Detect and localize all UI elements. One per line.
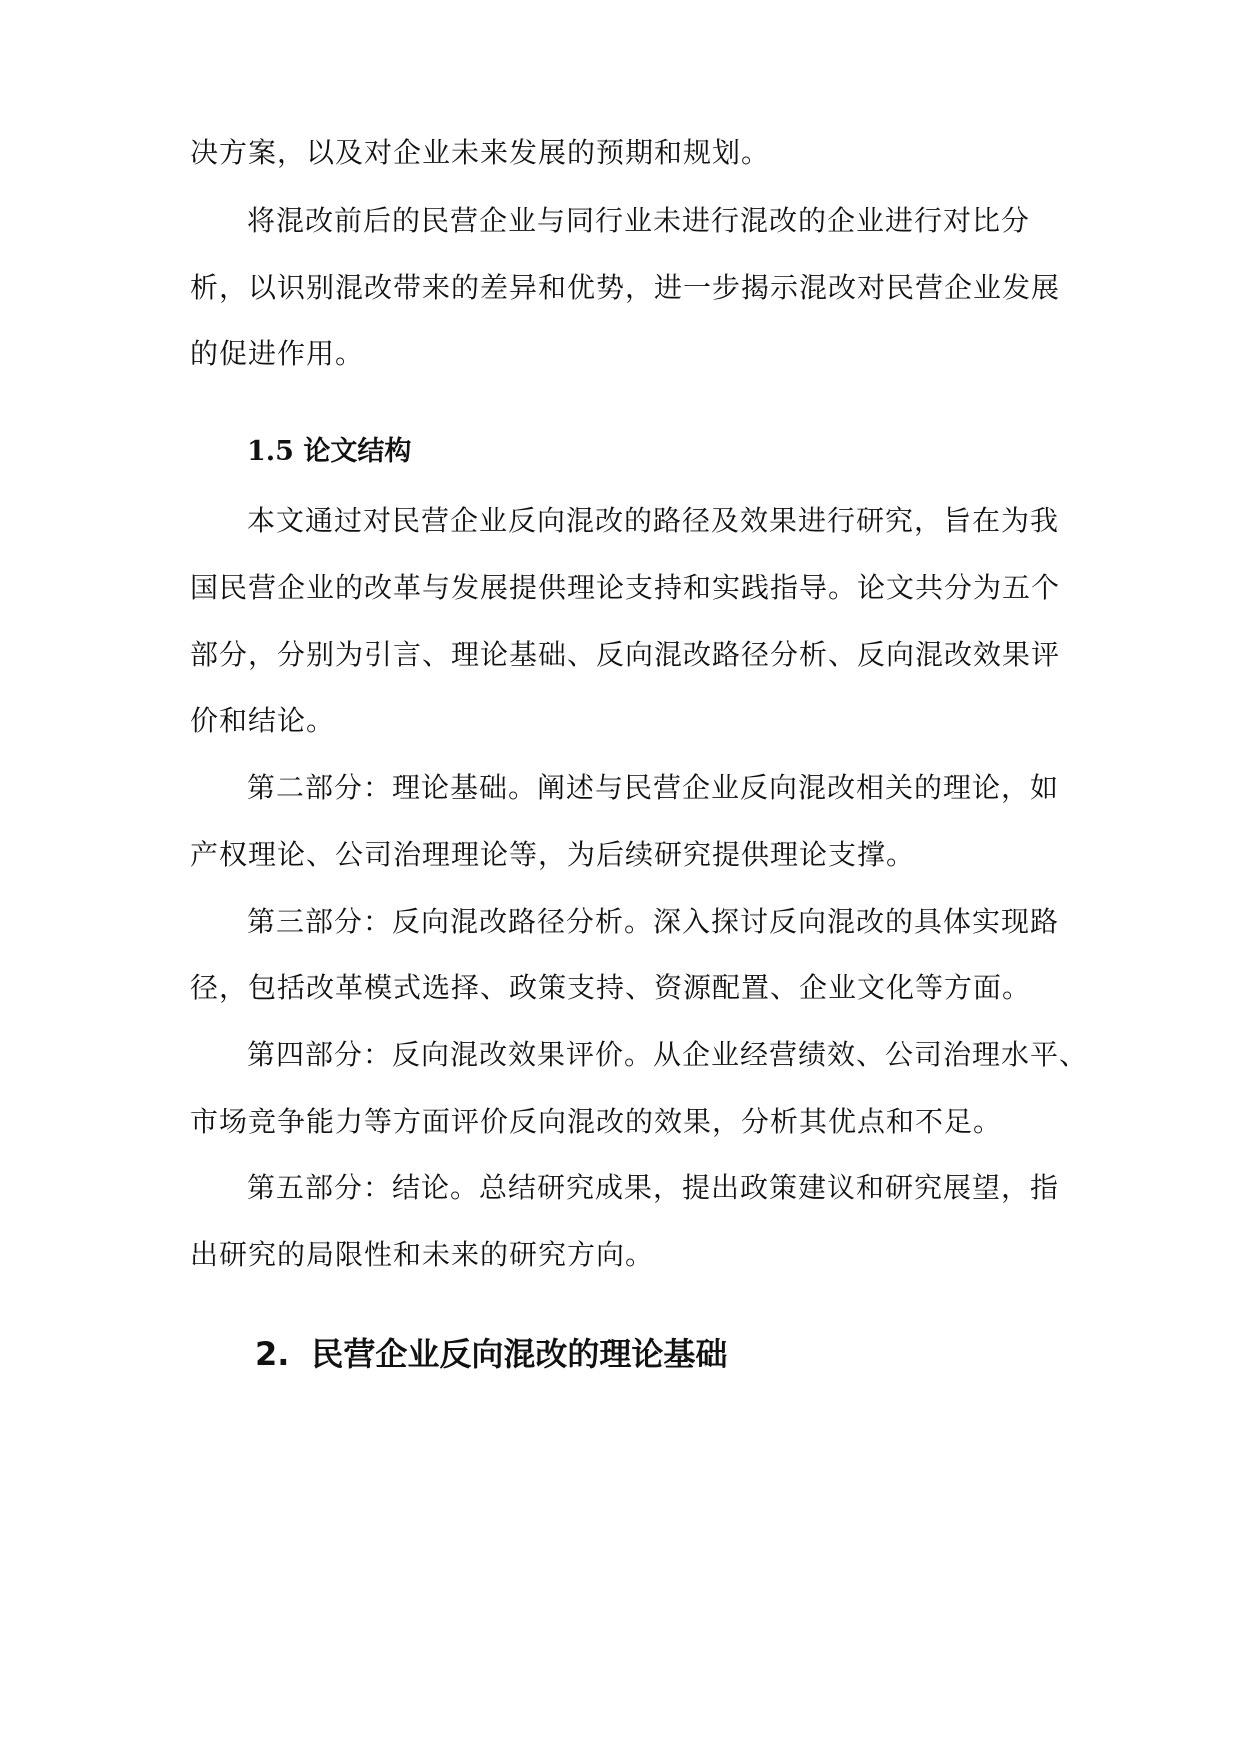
- section-title: 论文结构: [303, 436, 412, 467]
- paragraph-line: 第五部分：结论。总结研究成果，提出政策建议和研究展望，指: [247, 1171, 1060, 1204]
- chapter-title: 民营企业反向混改的理论基础: [311, 1335, 728, 1373]
- paragraph-line: 决方案，以及对企业未来发展的预期和规划。: [190, 136, 771, 169]
- paragraph-line: 第四部分：反向混改效果评价。从企业经营绩效、公司治理水平、: [247, 1038, 1089, 1071]
- paragraph-line: 第三部分：反向混改路径分析。深入探讨反向混改的具体实现路: [247, 905, 1060, 938]
- paragraph-line: 将混改前后的民营企业与同行业未进行混改的企业进行对比分: [247, 204, 1031, 237]
- paragraph-line: 的促进作用。: [190, 337, 365, 370]
- paragraph-line: 析，以识别混改带来的差异和优势，进一步揭示混改对民营企业发展: [190, 271, 1061, 304]
- paragraph-line: 国民营企业的改革与发展提供理论支持和实践指导。论文共分为五个: [190, 571, 1061, 604]
- paragraph-line: 产权理论、公司治理理论等，为后续研究提供理论支撑。: [190, 838, 916, 871]
- chapter-number: 2.: [255, 1335, 290, 1373]
- paragraph-line: 本文通过对民营企业反向混改的路径及效果进行研究，旨在为我: [247, 504, 1060, 537]
- paragraph-line: 部分，分别为引言、理论基础、反向混改路径分析、反向混改效果评: [190, 638, 1061, 671]
- paragraph-line: 径，包括改革模式选择、政策支持、资源配置、企业文化等方面。: [190, 971, 1032, 1004]
- paragraph-line: 第二部分：理论基础。阐述与民营企业反向混改相关的理论，如: [247, 771, 1060, 804]
- section-heading: [247, 432, 411, 472]
- paragraph-line: 市场竞争能力等方面评价反向混改的效果，分析其优点和不足。: [190, 1105, 1003, 1138]
- paragraph-line: 出研究的局限性和未来的研究方向。: [190, 1238, 655, 1271]
- chapter-heading: [255, 1332, 727, 1376]
- section-number: 1.5: [247, 436, 294, 467]
- paragraph-line: 价和结论。: [190, 704, 336, 737]
